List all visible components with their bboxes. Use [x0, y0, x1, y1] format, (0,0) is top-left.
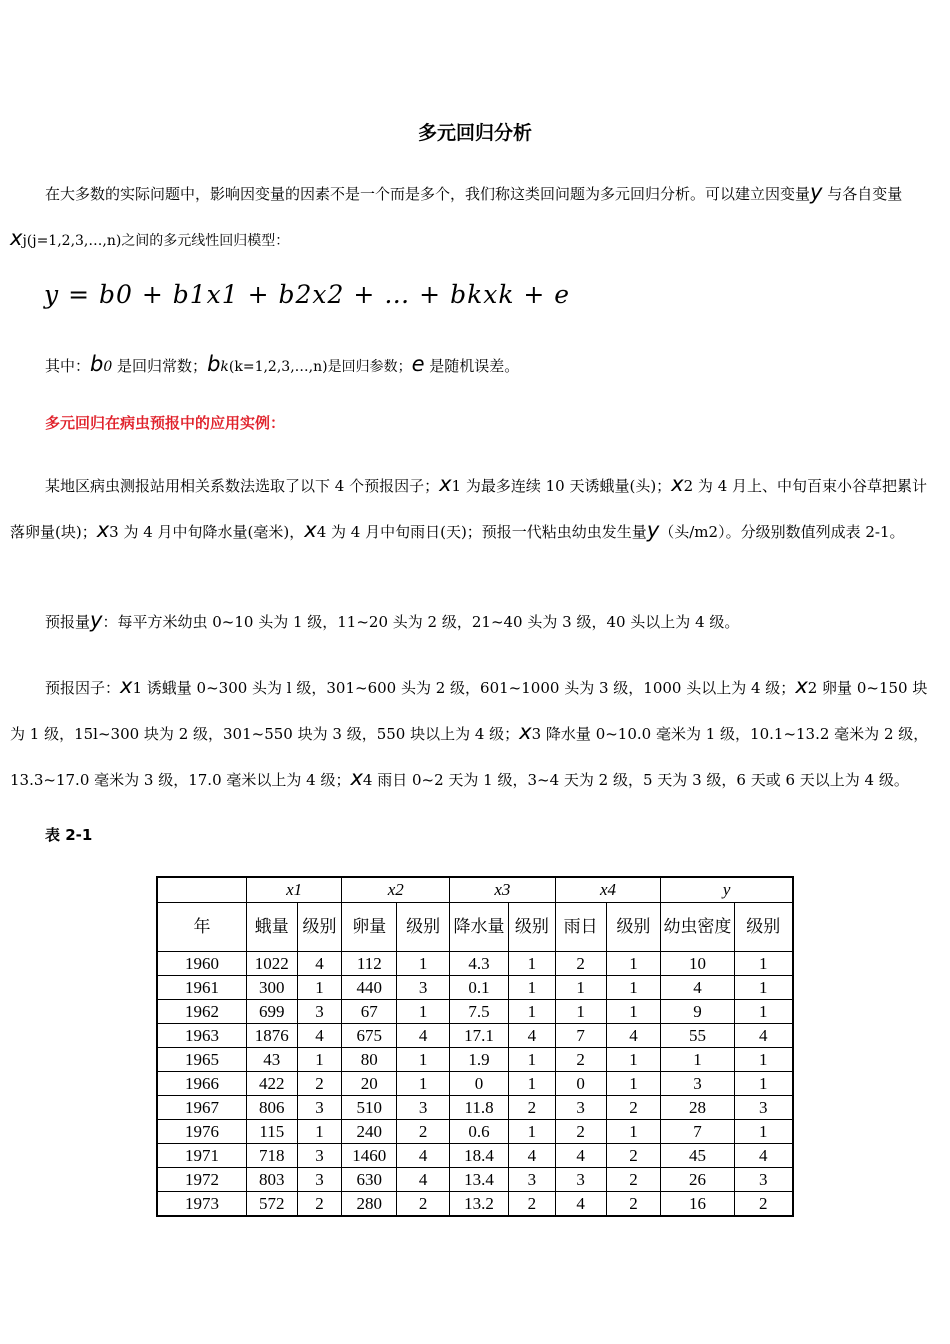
table-cell: 17.1 — [450, 1024, 509, 1048]
column-header: 级别 — [297, 903, 342, 952]
table-cell: 1460 — [342, 1144, 397, 1168]
table-cell: 718 — [246, 1144, 297, 1168]
table-cell: 26 — [661, 1168, 734, 1192]
table-cell: 300 — [246, 976, 297, 1000]
table-cell: 1967 — [157, 1096, 246, 1120]
example-x1-var: x — [439, 472, 452, 496]
table-cell: 1961 — [157, 976, 246, 1000]
table-cell: 1963 — [157, 1024, 246, 1048]
example-text-4: 3 为 4 月中旬降水量(毫米)， — [109, 523, 305, 541]
table-cell: 1 — [606, 1072, 661, 1096]
table-row — [157, 1120, 793, 1144]
table-cell: 45 — [661, 1144, 734, 1168]
table-cell: 1962 — [157, 1000, 246, 1024]
e-var: e — [411, 352, 425, 376]
table-cell: 1022 — [246, 952, 297, 976]
data-table — [156, 876, 794, 1217]
table-cell: 43 — [246, 1048, 297, 1072]
factors-x2-var: x — [795, 674, 808, 698]
table-cell: 3 — [397, 976, 450, 1000]
example-paragraph — [10, 462, 940, 554]
table-row — [157, 976, 793, 1000]
table-cell: 67 — [342, 1000, 397, 1024]
table-cell: 1976 — [157, 1120, 246, 1144]
table-cell: 3 — [397, 1096, 450, 1120]
table-corner-cell — [157, 877, 246, 903]
e-desc: 是随机误差。 — [424, 357, 520, 375]
table-cell: 1 — [734, 1120, 793, 1144]
factors-text-3: 3 降水量 0~10.0 毫米为 1 级，10.1~13.2 毫米为 2 级，13.3~17.0 毫米为 3 级，17.0 毫米以上为 4 级； — [10, 725, 929, 789]
table-cell: 3 — [555, 1168, 606, 1192]
table-cell: 2 — [508, 1096, 555, 1120]
intro-paragraph — [10, 170, 940, 263]
table-cell: 4.3 — [450, 952, 509, 976]
table-cell: 4 — [508, 1024, 555, 1048]
group-header-x4: x4 — [555, 877, 661, 903]
table-cell: 1 — [508, 1000, 555, 1024]
group-header-y: y — [661, 877, 793, 903]
factors-paragraph — [10, 664, 940, 802]
forecast-paragraph — [10, 598, 940, 644]
table-cell: 28 — [661, 1096, 734, 1120]
table-cell: 1 — [555, 1000, 606, 1024]
table-cell: 1 — [297, 1120, 342, 1144]
table-cell: 280 — [342, 1192, 397, 1217]
table-cell: 4 — [397, 1024, 450, 1048]
table-cell: 115 — [246, 1120, 297, 1144]
table-row — [157, 1048, 793, 1072]
table-cell: 10 — [661, 952, 734, 976]
example-heading: 多元回归在病虫预报中的应用实例： — [45, 414, 286, 432]
table-cell: 0 — [450, 1072, 509, 1096]
table-cell: 1 — [606, 1000, 661, 1024]
table-cell: 18.4 — [450, 1144, 509, 1168]
table-cell: 7 — [661, 1120, 734, 1144]
factors-text-4: 4 雨日 0~2 天为 1 级，3~4 天为 2 级，5 天为 3 级，6 天或 6 天以上为 4 级。 — [362, 771, 909, 789]
table-cell: 4 — [661, 976, 734, 1000]
table-cell: 630 — [342, 1168, 397, 1192]
bk-var: b — [207, 352, 221, 376]
table-cell: 0 — [555, 1072, 606, 1096]
factors-text-1: 1 诱蛾量 0~300 头为 l 级，301~600 头为 2 级，601~1000 头为 3 级，1000 头以上为 4 级； — [132, 679, 796, 697]
table-cell: 1 — [508, 952, 555, 976]
table-cell: 1973 — [157, 1192, 246, 1217]
example-x3-var: x — [96, 518, 110, 542]
table-cell: 1 — [734, 1000, 793, 1024]
table-cell: 422 — [246, 1072, 297, 1096]
table-cell: 11.8 — [450, 1096, 509, 1120]
table-cell: 1876 — [246, 1024, 297, 1048]
table-cell: 1 — [734, 952, 793, 976]
table-cell: 9 — [661, 1000, 734, 1024]
table-caption: 表 2-1 — [45, 826, 93, 844]
bk-desc: (k=1,2,3,…,n)是回归参数； — [228, 359, 412, 375]
example-text-6: （头/m2）。分级别数值列成表 2-1。 — [659, 523, 905, 541]
table-cell: 675 — [342, 1024, 397, 1048]
regression-formula: y = b0 + b1x1 + b2x2 + … + bkxk + e — [44, 280, 571, 309]
example-text-3: 2 为 4 月上、中旬百束小谷草把累计落卵量(块)； — [10, 477, 928, 541]
table-cell: 7 — [555, 1024, 606, 1048]
table-cell: 1972 — [157, 1168, 246, 1192]
column-header: 级别 — [397, 903, 450, 952]
where-lead: 其中： — [45, 357, 91, 375]
table-cell: 803 — [246, 1168, 297, 1192]
table-cell: 1 — [606, 976, 661, 1000]
table-cell: 1 — [555, 976, 606, 1000]
table-cell: 1 — [397, 952, 450, 976]
table-row — [157, 1192, 793, 1217]
table-cell: 572 — [246, 1192, 297, 1217]
table-cell: 1 — [508, 1072, 555, 1096]
table-cell: 1965 — [157, 1048, 246, 1072]
table-cell: 1 — [734, 1048, 793, 1072]
table-cell: 1 — [606, 1120, 661, 1144]
table-cell: 0.6 — [450, 1120, 509, 1144]
table-cell: 1 — [734, 1072, 793, 1096]
column-header: 级别 — [734, 903, 793, 952]
table-cell: 2 — [734, 1192, 793, 1217]
table-cell: 1 — [661, 1048, 734, 1072]
table-cell: 2 — [555, 1120, 606, 1144]
column-header: 降水量 — [450, 903, 509, 952]
table-cell: 1.9 — [450, 1048, 509, 1072]
where-paragraph — [10, 342, 940, 389]
table-cell: 699 — [246, 1000, 297, 1024]
table-cell: 240 — [342, 1120, 397, 1144]
table-cell: 1 — [297, 976, 342, 1000]
table-cell: 4 — [734, 1024, 793, 1048]
group-header-x3: x3 — [450, 877, 556, 903]
column-header: 级别 — [606, 903, 661, 952]
group-header-x1: x1 — [246, 877, 341, 903]
table-cell: 1 — [297, 1048, 342, 1072]
table-cell: 2 — [297, 1072, 342, 1096]
table-cell: 20 — [342, 1072, 397, 1096]
table-cell: 4 — [734, 1144, 793, 1168]
table-cell: 4 — [508, 1144, 555, 1168]
forecast-lead: 预报量 — [45, 613, 91, 631]
b0-sub: 0 — [103, 359, 113, 375]
table-cell: 80 — [342, 1048, 397, 1072]
table-cell: 2 — [508, 1192, 555, 1217]
intro-y-var: y — [810, 180, 823, 204]
example-text-5: 4 为 4 月中旬雨日(天)；预报一代粘虫幼虫发生量 — [316, 523, 647, 541]
column-header: 蛾量 — [246, 903, 297, 952]
table-cell: 16 — [661, 1192, 734, 1217]
table-row — [157, 952, 793, 976]
table-cell: 1966 — [157, 1072, 246, 1096]
table-cell: 1 — [397, 1048, 450, 1072]
table-group-header-row — [157, 877, 793, 903]
table-cell: 510 — [342, 1096, 397, 1120]
intro-text-3: j(j=1,2,3,…,n)之间的多元线性回归模型： — [22, 233, 290, 249]
table-cell: 440 — [342, 976, 397, 1000]
b0-desc: 是回归常数； — [112, 357, 208, 375]
table-cell: 0.1 — [450, 976, 509, 1000]
table-row — [157, 1024, 793, 1048]
table-column-header-row — [157, 903, 793, 952]
table-row — [157, 1072, 793, 1096]
example-text-1: 某地区病虫测报站用相关系数法选取了以下 4 个预报因子； — [45, 477, 440, 495]
table-cell: 4 — [397, 1144, 450, 1168]
table-cell: 2 — [397, 1192, 450, 1217]
column-header: 年 — [157, 903, 246, 952]
page-title: 多元回归分析 — [417, 122, 532, 144]
table-cell: 13.4 — [450, 1168, 509, 1192]
forecast-text: ：每平方米幼虫 0~10 头为 1 级，11~20 头为 2 级，21~40 头为 3 级，40 头以上为 4 级。 — [102, 613, 740, 631]
table-cell: 4 — [297, 1024, 342, 1048]
table-cell: 13.2 — [450, 1192, 509, 1217]
column-header: 卵量 — [342, 903, 397, 952]
example-y-var: y — [646, 518, 660, 542]
table-cell: 1 — [734, 976, 793, 1000]
example-x4-var: x — [304, 518, 317, 542]
b0-var: b — [90, 352, 104, 376]
factors-x4-var: x — [350, 766, 363, 790]
table-cell: 1 — [397, 1000, 450, 1024]
factors-lead: 预报因子： — [45, 679, 121, 697]
table-cell: 4 — [297, 952, 342, 976]
table-cell: 4 — [555, 1144, 606, 1168]
intro-text-2: 与各自变量 — [822, 185, 903, 203]
table-body — [157, 952, 793, 1217]
table-cell: 3 — [734, 1096, 793, 1120]
table-cell: 3 — [297, 1168, 342, 1192]
table-cell: 1 — [606, 952, 661, 976]
table-cell: 3 — [297, 1096, 342, 1120]
example-text-2: 1 为最多连续 10 天诱蛾量(头)； — [451, 477, 672, 495]
table-cell: 2 — [555, 952, 606, 976]
table-row — [157, 1000, 793, 1024]
table-cell: 3 — [297, 1000, 342, 1024]
table-cell: 2 — [297, 1192, 342, 1217]
factors-x3-var: x — [519, 720, 532, 744]
table-cell: 4 — [397, 1168, 450, 1192]
column-header: 幼虫密度 — [661, 903, 734, 952]
table-cell: 112 — [342, 952, 397, 976]
table-cell: 1 — [508, 976, 555, 1000]
table-cell: 2 — [606, 1096, 661, 1120]
column-header: 级别 — [508, 903, 555, 952]
table-cell: 2 — [555, 1048, 606, 1072]
table-cell: 7.5 — [450, 1000, 509, 1024]
table-cell: 4 — [606, 1024, 661, 1048]
table-cell: 4 — [555, 1192, 606, 1217]
table-cell: 1960 — [157, 952, 246, 976]
table-cell: 2 — [606, 1144, 661, 1168]
column-header: 雨日 — [555, 903, 606, 952]
table-row — [157, 1144, 793, 1168]
factors-text-2: 2 卵量 0~150 块为 1 级，15l~300 块为 2 级，301~550 块为 3 级，550 块以上为 4 级； — [10, 679, 928, 743]
bk-sub: k — [220, 359, 229, 375]
table-cell: 2 — [606, 1192, 661, 1217]
table-cell: 3 — [555, 1096, 606, 1120]
table-cell: 1 — [508, 1120, 555, 1144]
table-cell: 3 — [661, 1072, 734, 1096]
group-header-x2: x2 — [342, 877, 450, 903]
table-cell: 1 — [606, 1048, 661, 1072]
table-row — [157, 1096, 793, 1120]
table-cell: 55 — [661, 1024, 734, 1048]
factors-x1-var: x — [120, 674, 133, 698]
example-x2-var: x — [671, 472, 684, 496]
table-cell: 2 — [397, 1120, 450, 1144]
table-cell: 2 — [606, 1168, 661, 1192]
table-cell: 3 — [734, 1168, 793, 1192]
intro-text-1: 在大多数的实际问题中，影响因变量的因素不是一个而是多个，我们称这类回问题为多元回归分析。可以建立因变量 — [45, 185, 811, 203]
table-cell: 3 — [508, 1168, 555, 1192]
table-cell: 1 — [397, 1072, 450, 1096]
intro-xj-var: x — [10, 226, 23, 250]
table-row — [157, 1168, 793, 1192]
table-cell: 806 — [246, 1096, 297, 1120]
forecast-y-var: y — [90, 608, 103, 632]
table-cell: 3 — [297, 1144, 342, 1168]
table-cell: 1 — [508, 1048, 555, 1072]
table-cell: 1971 — [157, 1144, 246, 1168]
